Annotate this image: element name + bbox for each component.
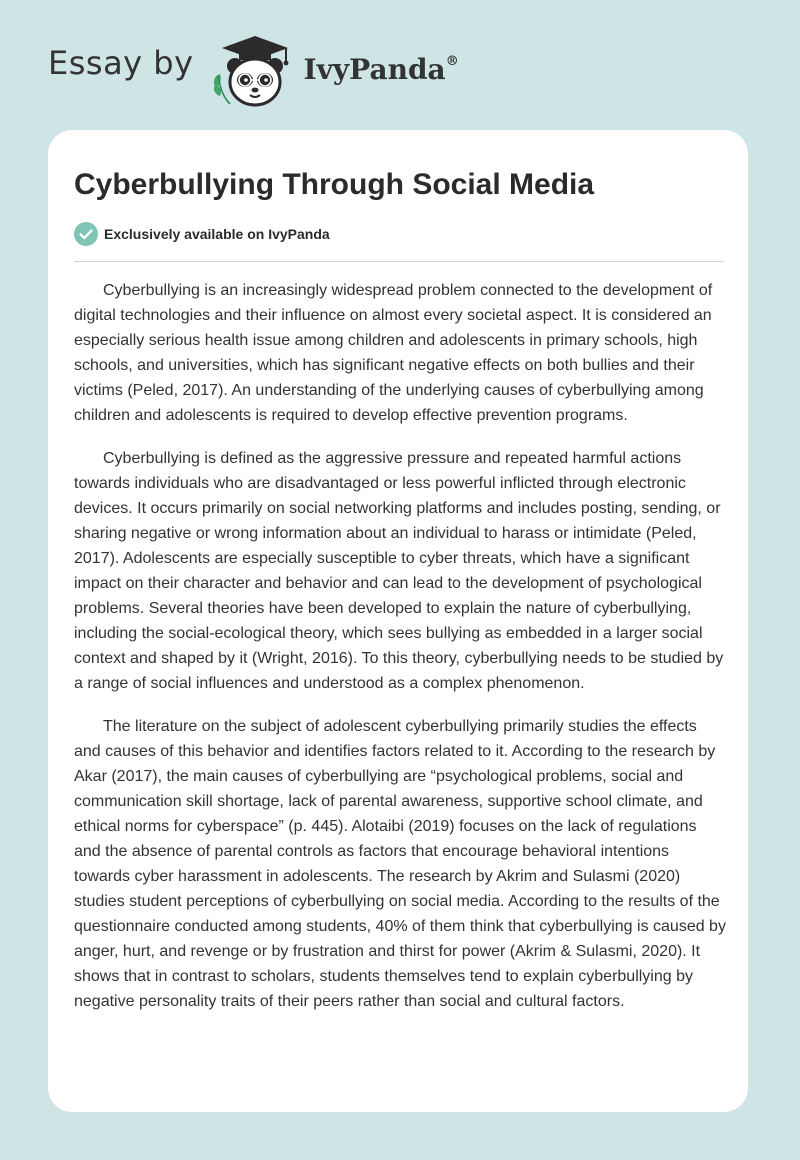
essay-body — [74, 278, 726, 1032]
essay-by-label: Essay by — [48, 44, 194, 82]
brand-name: IvyPanda — [303, 52, 446, 86]
page-title: Cyberbullying Through Social Media — [74, 168, 595, 201]
exclusive-badge-label: Exclusively available on IvyPanda — [104, 226, 330, 242]
panda-graduate-logo-icon[interactable] — [208, 30, 300, 110]
essay-paragraph: The literature on the subject of adolescent cyberbullying primarily studies the effects and causes of this behavior and identifies factors related to it. According to the research by Akar (2017), the main causes of cyberbullying are “psychological problems, social and communication skill shortage, lack of parental awareness, supportive school climate, and ethical norms for cyberspace” (p. 445). Alotaibi (2019) focuses on the lack of regulations and the absence of parental controls as factors that encourage behavioral intentions towards cyber harassment in adolescents. The research by Akrim and Sulasmi (2020) studies student perceptions of cyberbullying on social media. According to the results of the questionnaire conducted among students, 40% of them think that cyberbullying is caused by anger, hurt, and revenge or by frustration and thirst for power (Akrim & Sulasmi, 2020). It shows that in contrast to scholars, students themselves tend to explain cyberbullying by negative personality traits of their peers rather than social and cultural factors. — [74, 718, 726, 1010]
essay-paragraph: Cyberbullying is defined as the aggressive pressure and repeated harmful actions towards individuals who are disadvantaged or less powerful inflicted through electronic devices. It occurs primarily on social networking platforms and includes posting, sending, or sharing negative or wrong information about an individual to harass or intimidate (Peled, 2017). Adolescents are especially susceptible to cyber threats, which have a significant impact on their character and behavior and can lead to the development of psychological problems. Several theories have been developed to explain the nature of cyberbullying, including the social-ecological theory, which sees bullying as embedded in a larger social context and shaped by it (Wright, 2016). To this theory, cyberbullying needs to be studied by a range of social influences and understood as a complex phenomenon. — [74, 450, 724, 692]
title-divider — [74, 261, 724, 262]
site-header — [48, 30, 459, 110]
essay-paragraph: Cyberbullying is an increasingly widespread problem connected to the development of digital technologies and their influence on almost every societal aspect. It is considered an especially serious health issue among children and adolescents in primary schools, high schools, and universities, which has significant negative effects on both bullies and their victims (Peled, 2017). An understanding of the underlying causes of cyberbullying among children and adolescents is required to develop effective prevention programs. — [74, 282, 713, 424]
exclusive-badge — [74, 222, 330, 246]
brand-logo-text[interactable] — [304, 53, 459, 86]
check-circle-icon — [74, 222, 98, 246]
registered-mark: ® — [445, 53, 459, 69]
essay-card — [48, 130, 748, 1112]
